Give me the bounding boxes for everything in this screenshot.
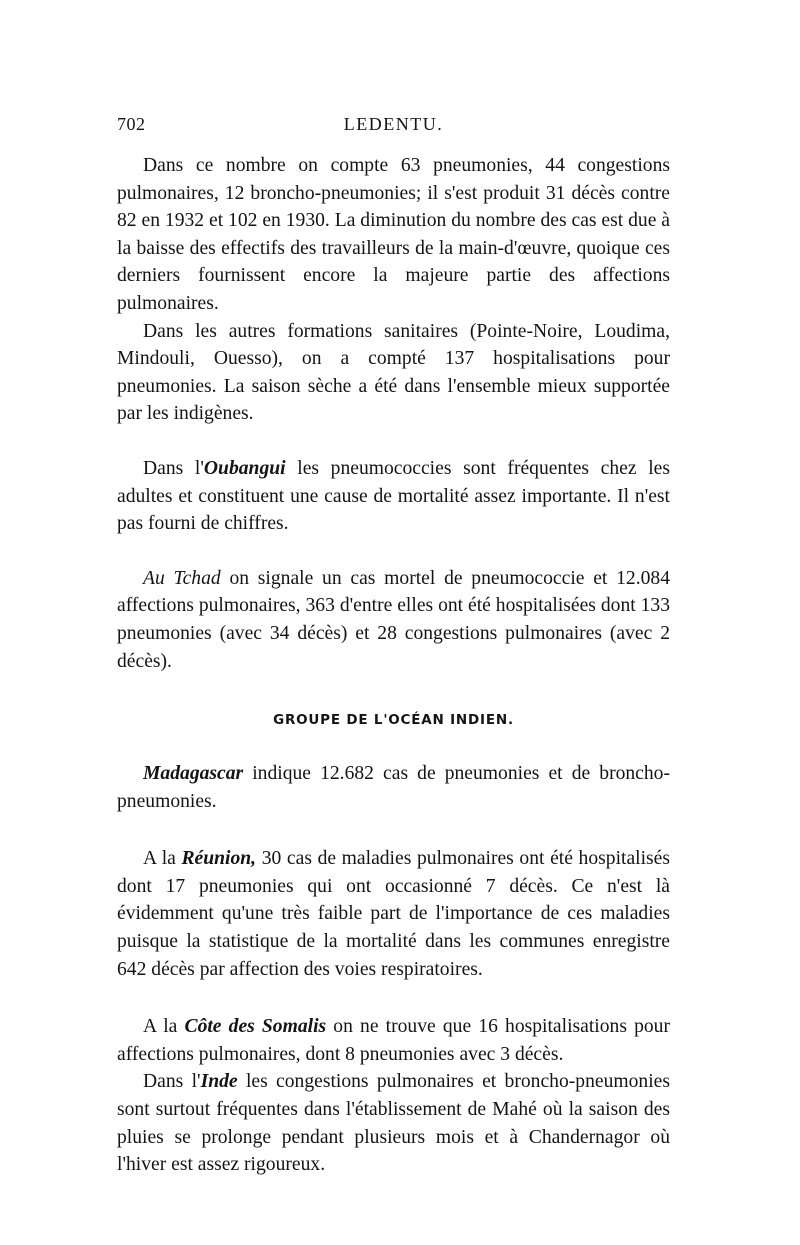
paragraph-text: on signale un cas mortel de pneumococcie et 12.084 affections pulmonaires, 363 d'entre elles ont été hospitalisées dont 133 pneumonies (avec 34 décès) et 28 congestions pulmonaires (avec 2 décès). [117,567,670,672]
place-name-oubangui: Oubangui [203,457,286,479]
place-name-reunion: Réunion, [181,848,257,870]
paragraph-congo-statistics [117,152,670,318]
paragraph-reunion [117,845,670,983]
paragraph-text: 30 cas de maladies pulmonaires ont été hospitalisés dont 17 pneumonies qui ont occasionné 7 décès. Ce n'est là évidemment qu'une très faible part de l'importance de ces maladies puisque la statistique de la mortalité dans les communes enregistre 642 décès par affection des voies respiratoires. [117,848,670,980]
paragraph-text: les congestions pulmonaires et broncho-pneumonies sont surtout fréquentes dans l'établissement de Mahé où la saison des pluies se prolonge pendant plusieurs mois et à Chandernagor où l'hiver est assez rigoureux. [117,1071,670,1176]
paragraph-text: Dans les autres formations sanitaires (Pointe-Noire, Loudima, Mindouli, Ouesso), on a compté 137 hospitalisations pour pneumonies. La saison sèche a été dans l'ensemble mieux supportée par les indigènes. [117,320,670,425]
running-title: LEDENTU. [343,114,444,134]
place-name-inde: Inde [200,1071,238,1093]
place-name-somalis: Côte des Somalis [184,1016,327,1038]
body-text [117,152,670,1179]
paragraph-somalis [117,1013,670,1068]
paragraph-inde [117,1068,670,1178]
page-header [117,114,670,138]
paragraph-lead: Dans l' [143,1071,201,1093]
paragraph-text: Dans ce nombre on compte 63 pneumonies, 44 congestions pulmonaires, 12 broncho-pneumonies; il s'est produit 31 décès contre 82 en 1932 et 102 en 1930. La diminution du nombre des cas est due à la baisse des effectifs des travailleurs de la main-d'œuvre, quoique ces derniers fournissent encore la majeure partie des affections pulmonaires. [117,155,670,314]
paragraph-oubangui [117,455,670,538]
paragraph-madagascar [117,760,670,815]
paragraph-other-formations [117,318,670,428]
section-heading: GROUPE DE L'OCÉAN INDIEN. [273,712,514,729]
paragraph-lead: A la [143,848,182,870]
place-name-tchad: Au Tchad [143,567,221,589]
paragraph-lead: A la [143,1016,185,1038]
place-name-madagascar: Madagascar [143,763,244,785]
page-number: 702 [117,114,146,134]
paragraph-text: on ne trouve que 16 hospitalisations pour affections pulmonaires, dont 8 pneumonies avec 3 décès. [117,1016,670,1065]
paragraph-lead: Dans l' [143,457,204,479]
paragraph-tchad [117,565,670,675]
paragraph-text: indique 12.682 cas de pneumonies et de broncho-pneumonies. [117,763,670,812]
paragraph-text: les pneumococcies sont fréquentes chez les adultes et constituent une cause de mortalité assez importante. Il n'est pas fourni de chiffres. [117,457,670,535]
